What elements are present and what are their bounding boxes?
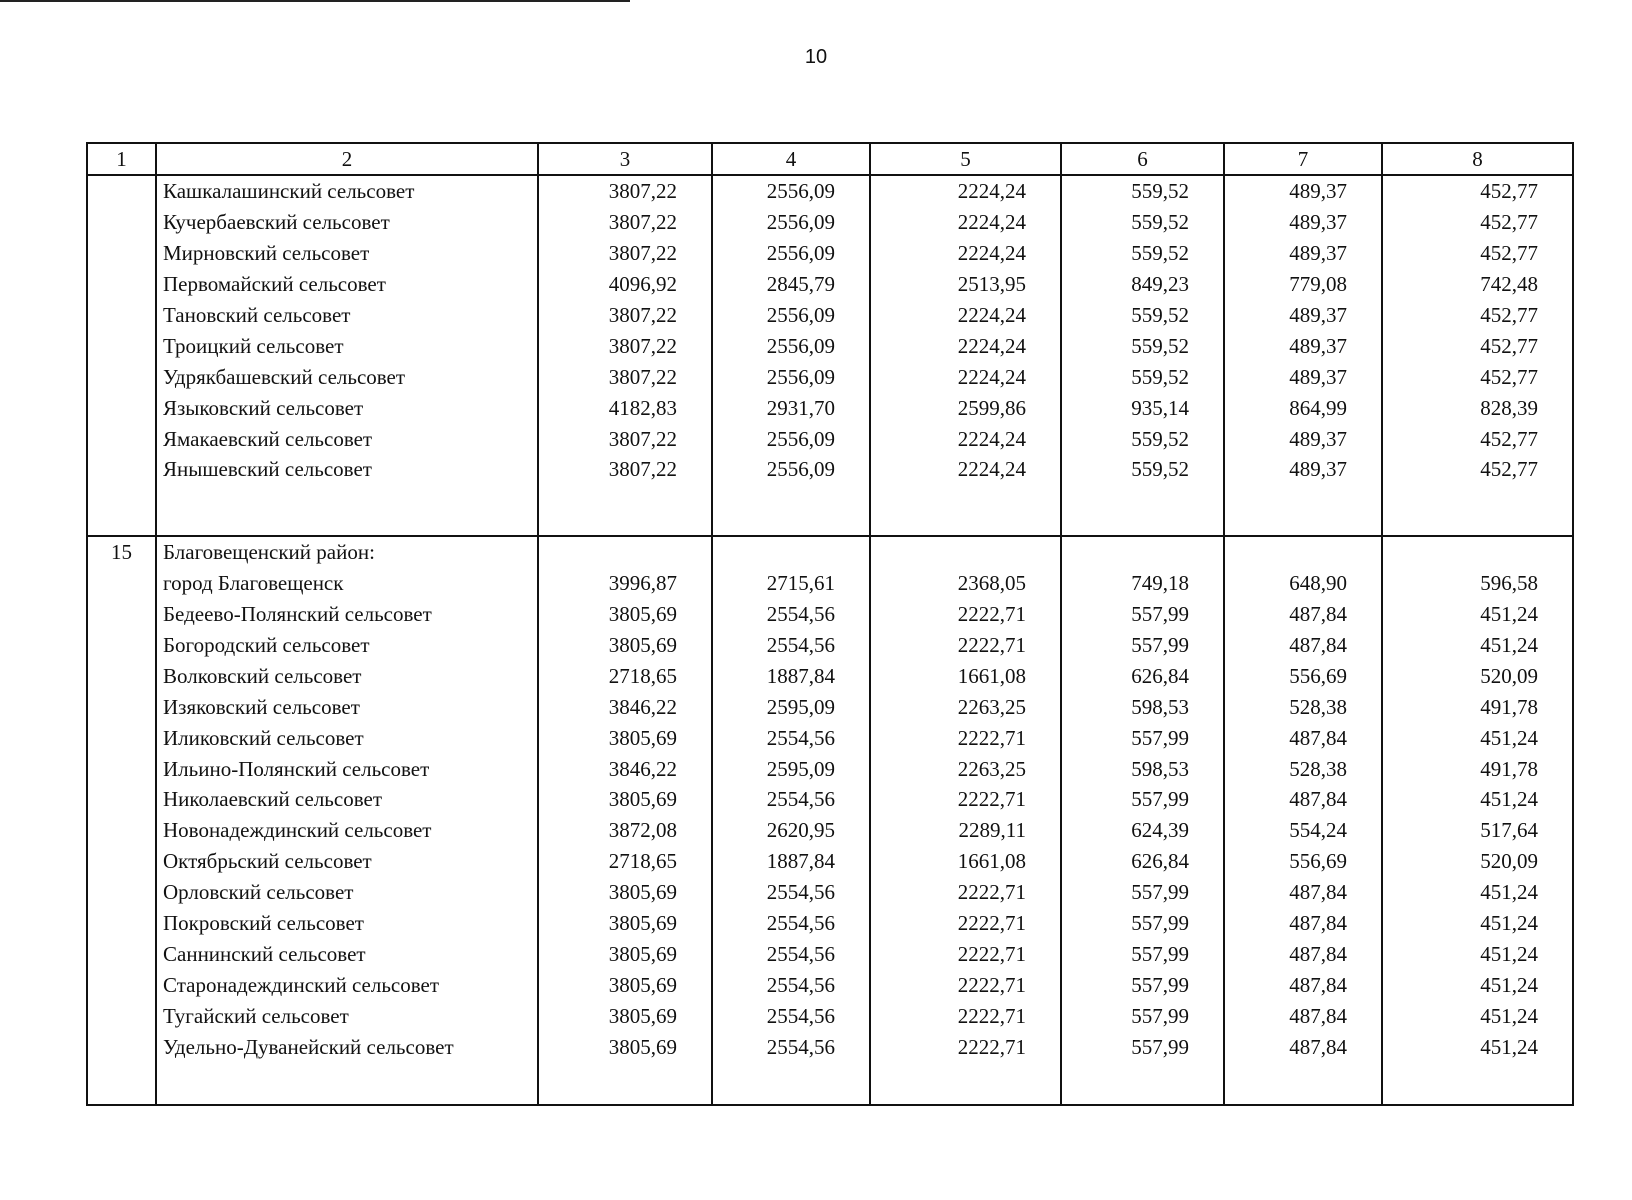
value-cell: 452,77 bbox=[1382, 300, 1573, 331]
value-cell: 1661,08 bbox=[870, 846, 1061, 877]
value-cell: 554,24 bbox=[1224, 815, 1382, 846]
value-cell: 451,24 bbox=[1382, 969, 1573, 1000]
settlement-name: Николаевский сельсовет bbox=[156, 784, 538, 815]
table-row bbox=[87, 454, 1573, 485]
table-row bbox=[87, 908, 1573, 939]
value-cell: 559,52 bbox=[1061, 238, 1224, 269]
value-cell: 2222,71 bbox=[870, 722, 1061, 753]
row-index-cell bbox=[87, 568, 156, 599]
value-cell: 2718,65 bbox=[538, 660, 712, 691]
settlement-name: Старонадеждинский сельсовет bbox=[156, 969, 538, 1000]
settlement-name: Языковский сельсовет bbox=[156, 392, 538, 423]
value-cell: 2263,25 bbox=[870, 691, 1061, 722]
value-cell: 487,84 bbox=[1224, 1031, 1382, 1062]
settlement-name: Тановский сельсовет bbox=[156, 300, 538, 331]
table-row bbox=[87, 1000, 1573, 1031]
value-cell: 4182,83 bbox=[538, 392, 712, 423]
value-cell: 3807,22 bbox=[538, 207, 712, 238]
value-cell: 451,24 bbox=[1382, 908, 1573, 939]
column-number-2: 2 bbox=[156, 143, 538, 175]
value-cell: 451,24 bbox=[1382, 1031, 1573, 1062]
value-cell: 489,37 bbox=[1224, 238, 1382, 269]
empty-cell bbox=[1224, 485, 1382, 536]
settlement-name: Волковский сельсовет bbox=[156, 660, 538, 691]
row-index-cell bbox=[87, 361, 156, 392]
value-cell: 2263,25 bbox=[870, 753, 1061, 784]
empty-cell bbox=[712, 485, 870, 536]
value-cell: 517,64 bbox=[1382, 815, 1573, 846]
value-cell: 1661,08 bbox=[870, 660, 1061, 691]
value-cell: 1887,84 bbox=[712, 846, 870, 877]
value-cell: 2222,71 bbox=[870, 784, 1061, 815]
settlement-name: Орловский сельсовет bbox=[156, 877, 538, 908]
value-cell: 3807,22 bbox=[538, 361, 712, 392]
table-row bbox=[87, 846, 1573, 877]
scan-edge-line bbox=[0, 0, 630, 2]
table-row bbox=[87, 1031, 1573, 1062]
settlement-name: Бедеево-Полянский сельсовет bbox=[156, 599, 538, 630]
value-cell: 2620,95 bbox=[712, 815, 870, 846]
value-cell: 557,99 bbox=[1061, 1000, 1224, 1031]
value-cell: 2554,56 bbox=[712, 784, 870, 815]
value-cell: 3807,22 bbox=[538, 300, 712, 331]
table-row bbox=[87, 568, 1573, 599]
empty-cell bbox=[538, 485, 712, 536]
table-header bbox=[87, 143, 1573, 175]
empty-cell bbox=[156, 1062, 538, 1105]
value-cell: 2368,05 bbox=[870, 568, 1061, 599]
settlement-name: Кашкалашинский сельсовет bbox=[156, 175, 538, 207]
row-index-cell bbox=[87, 722, 156, 753]
value-cell: 489,37 bbox=[1224, 300, 1382, 331]
value-cell: 452,77 bbox=[1382, 175, 1573, 207]
value-cell: 559,52 bbox=[1061, 207, 1224, 238]
table-row bbox=[87, 238, 1573, 269]
row-index-cell bbox=[87, 238, 156, 269]
table-row bbox=[87, 722, 1573, 753]
value-cell: 452,77 bbox=[1382, 238, 1573, 269]
table-row bbox=[87, 1062, 1573, 1105]
empty-cell bbox=[1061, 1062, 1224, 1105]
value-cell: 2513,95 bbox=[870, 269, 1061, 300]
value-cell: 935,14 bbox=[1061, 392, 1224, 423]
value-cell: 3805,69 bbox=[538, 630, 712, 661]
empty-cell bbox=[87, 485, 156, 536]
table-body bbox=[87, 175, 1573, 1105]
column-number-5: 5 bbox=[870, 143, 1061, 175]
value-cell: 2556,09 bbox=[712, 207, 870, 238]
value-cell: 451,24 bbox=[1382, 938, 1573, 969]
value-cell: 2289,11 bbox=[870, 815, 1061, 846]
value-cell: 3807,22 bbox=[538, 330, 712, 361]
settlement-name: Янышевский сельсовет bbox=[156, 454, 538, 485]
value-cell: 487,84 bbox=[1224, 722, 1382, 753]
table-row bbox=[87, 660, 1573, 691]
settlement-name: Покровский сельсовет bbox=[156, 908, 538, 939]
settlement-name: Тугайский сельсовет bbox=[156, 1000, 538, 1031]
value-cell: 451,24 bbox=[1382, 722, 1573, 753]
table-row bbox=[87, 815, 1573, 846]
value-cell: 557,99 bbox=[1061, 908, 1224, 939]
table-row bbox=[87, 300, 1573, 331]
value-cell: 451,24 bbox=[1382, 599, 1573, 630]
empty-cell bbox=[1061, 536, 1224, 568]
value-cell: 4096,92 bbox=[538, 269, 712, 300]
value-cell: 451,24 bbox=[1382, 784, 1573, 815]
value-cell: 626,84 bbox=[1061, 846, 1224, 877]
settlement-name: город Благовещенск bbox=[156, 568, 538, 599]
settlement-name: Мирновский сельсовет bbox=[156, 238, 538, 269]
empty-cell bbox=[1224, 1062, 1382, 1105]
value-cell: 2715,61 bbox=[712, 568, 870, 599]
value-cell: 2556,09 bbox=[712, 238, 870, 269]
settlement-name: Удельно-Дуванейский сельсовет bbox=[156, 1031, 538, 1062]
row-index-cell bbox=[87, 877, 156, 908]
row-index-cell bbox=[87, 330, 156, 361]
value-cell: 2554,56 bbox=[712, 599, 870, 630]
table-row bbox=[87, 207, 1573, 238]
column-number-7: 7 bbox=[1224, 143, 1382, 175]
value-cell: 2556,09 bbox=[712, 330, 870, 361]
value-cell: 2224,24 bbox=[870, 175, 1061, 207]
value-cell: 452,77 bbox=[1382, 423, 1573, 454]
row-index-cell bbox=[87, 691, 156, 722]
value-cell: 3846,22 bbox=[538, 691, 712, 722]
value-cell: 559,52 bbox=[1061, 361, 1224, 392]
table-row bbox=[87, 392, 1573, 423]
district-title: Благовещенский район: bbox=[156, 536, 538, 568]
settlement-name: Ямакаевский сельсовет bbox=[156, 423, 538, 454]
value-cell: 559,52 bbox=[1061, 330, 1224, 361]
settlement-name: Иликовский сельсовет bbox=[156, 722, 538, 753]
empty-cell bbox=[156, 485, 538, 536]
table-row bbox=[87, 269, 1573, 300]
value-cell: 2556,09 bbox=[712, 361, 870, 392]
value-cell: 2556,09 bbox=[712, 175, 870, 207]
column-number-6: 6 bbox=[1061, 143, 1224, 175]
empty-cell bbox=[870, 536, 1061, 568]
value-cell: 2718,65 bbox=[538, 846, 712, 877]
value-cell: 3846,22 bbox=[538, 753, 712, 784]
row-index-cell bbox=[87, 423, 156, 454]
value-cell: 2224,24 bbox=[870, 207, 1061, 238]
value-cell: 3807,22 bbox=[538, 175, 712, 207]
value-cell: 451,24 bbox=[1382, 630, 1573, 661]
value-cell: 3805,69 bbox=[538, 1000, 712, 1031]
value-cell: 489,37 bbox=[1224, 207, 1382, 238]
value-cell: 2224,24 bbox=[870, 454, 1061, 485]
empty-cell bbox=[1382, 485, 1573, 536]
value-cell: 528,38 bbox=[1224, 753, 1382, 784]
empty-cell bbox=[87, 1062, 156, 1105]
section-index: 15 bbox=[87, 536, 156, 568]
row-index-cell bbox=[87, 300, 156, 331]
empty-cell bbox=[712, 1062, 870, 1105]
value-cell: 489,37 bbox=[1224, 454, 1382, 485]
settlement-name: Саннинский сельсовет bbox=[156, 938, 538, 969]
table-row bbox=[87, 691, 1573, 722]
value-cell: 2554,56 bbox=[712, 969, 870, 1000]
row-index-cell bbox=[87, 784, 156, 815]
empty-cell bbox=[870, 1062, 1061, 1105]
value-cell: 2554,56 bbox=[712, 908, 870, 939]
empty-cell bbox=[1224, 536, 1382, 568]
value-cell: 559,52 bbox=[1061, 175, 1224, 207]
page-number: 10 bbox=[804, 46, 828, 68]
value-cell: 2556,09 bbox=[712, 454, 870, 485]
value-cell: 557,99 bbox=[1061, 938, 1224, 969]
empty-cell bbox=[1061, 485, 1224, 536]
value-cell: 1887,84 bbox=[712, 660, 870, 691]
empty-cell bbox=[538, 536, 712, 568]
value-cell: 489,37 bbox=[1224, 361, 1382, 392]
row-index-cell bbox=[87, 392, 156, 423]
value-cell: 451,24 bbox=[1382, 877, 1573, 908]
table-row bbox=[87, 361, 1573, 392]
column-number-3: 3 bbox=[538, 143, 712, 175]
value-cell: 452,77 bbox=[1382, 361, 1573, 392]
value-cell: 2554,56 bbox=[712, 938, 870, 969]
table-row bbox=[87, 175, 1573, 207]
value-cell: 2222,71 bbox=[870, 969, 1061, 1000]
table-row bbox=[87, 599, 1573, 630]
value-cell: 489,37 bbox=[1224, 175, 1382, 207]
value-cell: 556,69 bbox=[1224, 846, 1382, 877]
value-cell: 749,18 bbox=[1061, 568, 1224, 599]
value-cell: 849,23 bbox=[1061, 269, 1224, 300]
value-cell: 3807,22 bbox=[538, 454, 712, 485]
value-cell: 779,08 bbox=[1224, 269, 1382, 300]
value-cell: 3805,69 bbox=[538, 938, 712, 969]
row-index-cell bbox=[87, 1031, 156, 1062]
value-cell: 491,78 bbox=[1382, 753, 1573, 784]
value-cell: 487,84 bbox=[1224, 908, 1382, 939]
value-cell: 491,78 bbox=[1382, 691, 1573, 722]
value-cell: 520,09 bbox=[1382, 660, 1573, 691]
row-index-cell bbox=[87, 938, 156, 969]
value-cell: 559,52 bbox=[1061, 454, 1224, 485]
value-cell: 559,52 bbox=[1061, 423, 1224, 454]
empty-cell bbox=[712, 536, 870, 568]
value-cell: 557,99 bbox=[1061, 722, 1224, 753]
value-cell: 648,90 bbox=[1224, 568, 1382, 599]
value-cell: 487,84 bbox=[1224, 938, 1382, 969]
row-index-cell bbox=[87, 908, 156, 939]
value-cell: 2222,71 bbox=[870, 877, 1061, 908]
value-cell: 2224,24 bbox=[870, 238, 1061, 269]
value-cell: 3805,69 bbox=[538, 1031, 712, 1062]
row-index-cell bbox=[87, 207, 156, 238]
value-cell: 489,37 bbox=[1224, 423, 1382, 454]
column-number-4: 4 bbox=[712, 143, 870, 175]
value-cell: 2554,56 bbox=[712, 630, 870, 661]
row-index-cell bbox=[87, 753, 156, 784]
value-cell: 557,99 bbox=[1061, 630, 1224, 661]
column-number-8: 8 bbox=[1382, 143, 1573, 175]
value-cell: 487,84 bbox=[1224, 784, 1382, 815]
value-cell: 2222,71 bbox=[870, 938, 1061, 969]
value-cell: 2554,56 bbox=[712, 1031, 870, 1062]
value-cell: 864,99 bbox=[1224, 392, 1382, 423]
value-cell: 557,99 bbox=[1061, 877, 1224, 908]
value-cell: 2556,09 bbox=[712, 423, 870, 454]
table-row bbox=[87, 969, 1573, 1000]
value-cell: 3805,69 bbox=[538, 908, 712, 939]
value-cell: 2222,71 bbox=[870, 599, 1061, 630]
value-cell: 3872,08 bbox=[538, 815, 712, 846]
header-row bbox=[87, 143, 1573, 175]
settlement-name: Удрякбашевский сельсовет bbox=[156, 361, 538, 392]
value-cell: 487,84 bbox=[1224, 599, 1382, 630]
value-cell: 2599,86 bbox=[870, 392, 1061, 423]
value-cell: 556,69 bbox=[1224, 660, 1382, 691]
value-cell: 557,99 bbox=[1061, 969, 1224, 1000]
value-cell: 2224,24 bbox=[870, 361, 1061, 392]
row-index-cell bbox=[87, 1000, 156, 1031]
settlement-name: Богородский сельсовет bbox=[156, 630, 538, 661]
value-cell: 487,84 bbox=[1224, 877, 1382, 908]
value-cell: 2595,09 bbox=[712, 753, 870, 784]
settlement-name: Изяковский сельсовет bbox=[156, 691, 538, 722]
table-row bbox=[87, 536, 1573, 568]
tariff-table bbox=[86, 142, 1574, 1106]
value-cell: 3805,69 bbox=[538, 969, 712, 1000]
column-number-1: 1 bbox=[87, 143, 156, 175]
value-cell: 3996,87 bbox=[538, 568, 712, 599]
settlement-name: Октябрьский сельсовет bbox=[156, 846, 538, 877]
value-cell: 2222,71 bbox=[870, 908, 1061, 939]
value-cell: 2222,71 bbox=[870, 630, 1061, 661]
row-index-cell bbox=[87, 454, 156, 485]
value-cell: 2556,09 bbox=[712, 300, 870, 331]
settlement-name: Ильино-Полянский сельсовет bbox=[156, 753, 538, 784]
value-cell: 452,77 bbox=[1382, 330, 1573, 361]
value-cell: 742,48 bbox=[1382, 269, 1573, 300]
value-cell: 487,84 bbox=[1224, 1000, 1382, 1031]
table-row bbox=[87, 938, 1573, 969]
value-cell: 451,24 bbox=[1382, 1000, 1573, 1031]
value-cell: 2554,56 bbox=[712, 1000, 870, 1031]
value-cell: 3805,69 bbox=[538, 599, 712, 630]
row-index-cell bbox=[87, 969, 156, 1000]
table-row bbox=[87, 784, 1573, 815]
value-cell: 3805,69 bbox=[538, 877, 712, 908]
value-cell: 452,77 bbox=[1382, 454, 1573, 485]
value-cell: 596,58 bbox=[1382, 568, 1573, 599]
row-index-cell bbox=[87, 846, 156, 877]
empty-cell bbox=[1382, 536, 1573, 568]
value-cell: 489,37 bbox=[1224, 330, 1382, 361]
table-row bbox=[87, 753, 1573, 784]
empty-cell bbox=[870, 485, 1061, 536]
value-cell: 452,77 bbox=[1382, 207, 1573, 238]
value-cell: 626,84 bbox=[1061, 660, 1224, 691]
row-index-cell bbox=[87, 269, 156, 300]
empty-cell bbox=[1382, 1062, 1573, 1105]
value-cell: 2224,24 bbox=[870, 423, 1061, 454]
value-cell: 557,99 bbox=[1061, 599, 1224, 630]
value-cell: 2224,24 bbox=[870, 330, 1061, 361]
value-cell: 2554,56 bbox=[712, 722, 870, 753]
value-cell: 487,84 bbox=[1224, 969, 1382, 1000]
table-row bbox=[87, 877, 1573, 908]
value-cell: 598,53 bbox=[1061, 691, 1224, 722]
value-cell: 624,39 bbox=[1061, 815, 1224, 846]
value-cell: 2222,71 bbox=[870, 1031, 1061, 1062]
value-cell: 557,99 bbox=[1061, 784, 1224, 815]
settlement-name: Кучербаевский сельсовет bbox=[156, 207, 538, 238]
row-index-cell bbox=[87, 175, 156, 207]
row-index-cell bbox=[87, 815, 156, 846]
value-cell: 3807,22 bbox=[538, 423, 712, 454]
empty-cell bbox=[538, 1062, 712, 1105]
value-cell: 520,09 bbox=[1382, 846, 1573, 877]
value-cell: 2554,56 bbox=[712, 877, 870, 908]
value-cell: 3807,22 bbox=[538, 238, 712, 269]
value-cell: 559,52 bbox=[1061, 300, 1224, 331]
row-index-cell bbox=[87, 660, 156, 691]
row-index-cell bbox=[87, 599, 156, 630]
value-cell: 3805,69 bbox=[538, 722, 712, 753]
value-cell: 528,38 bbox=[1224, 691, 1382, 722]
settlement-name: Новонадеждинский сельсовет bbox=[156, 815, 538, 846]
value-cell: 2224,24 bbox=[870, 300, 1061, 331]
settlement-name: Троицкий сельсовет bbox=[156, 330, 538, 361]
value-cell: 557,99 bbox=[1061, 1031, 1224, 1062]
value-cell: 487,84 bbox=[1224, 630, 1382, 661]
table-row bbox=[87, 330, 1573, 361]
table-row bbox=[87, 630, 1573, 661]
value-cell: 598,53 bbox=[1061, 753, 1224, 784]
value-cell: 2222,71 bbox=[870, 1000, 1061, 1031]
value-cell: 2845,79 bbox=[712, 269, 870, 300]
value-cell: 2595,09 bbox=[712, 691, 870, 722]
settlement-name: Первомайский сельсовет bbox=[156, 269, 538, 300]
value-cell: 3805,69 bbox=[538, 784, 712, 815]
table-row bbox=[87, 423, 1573, 454]
row-index-cell bbox=[87, 630, 156, 661]
value-cell: 828,39 bbox=[1382, 392, 1573, 423]
table-row bbox=[87, 485, 1573, 536]
value-cell: 2931,70 bbox=[712, 392, 870, 423]
